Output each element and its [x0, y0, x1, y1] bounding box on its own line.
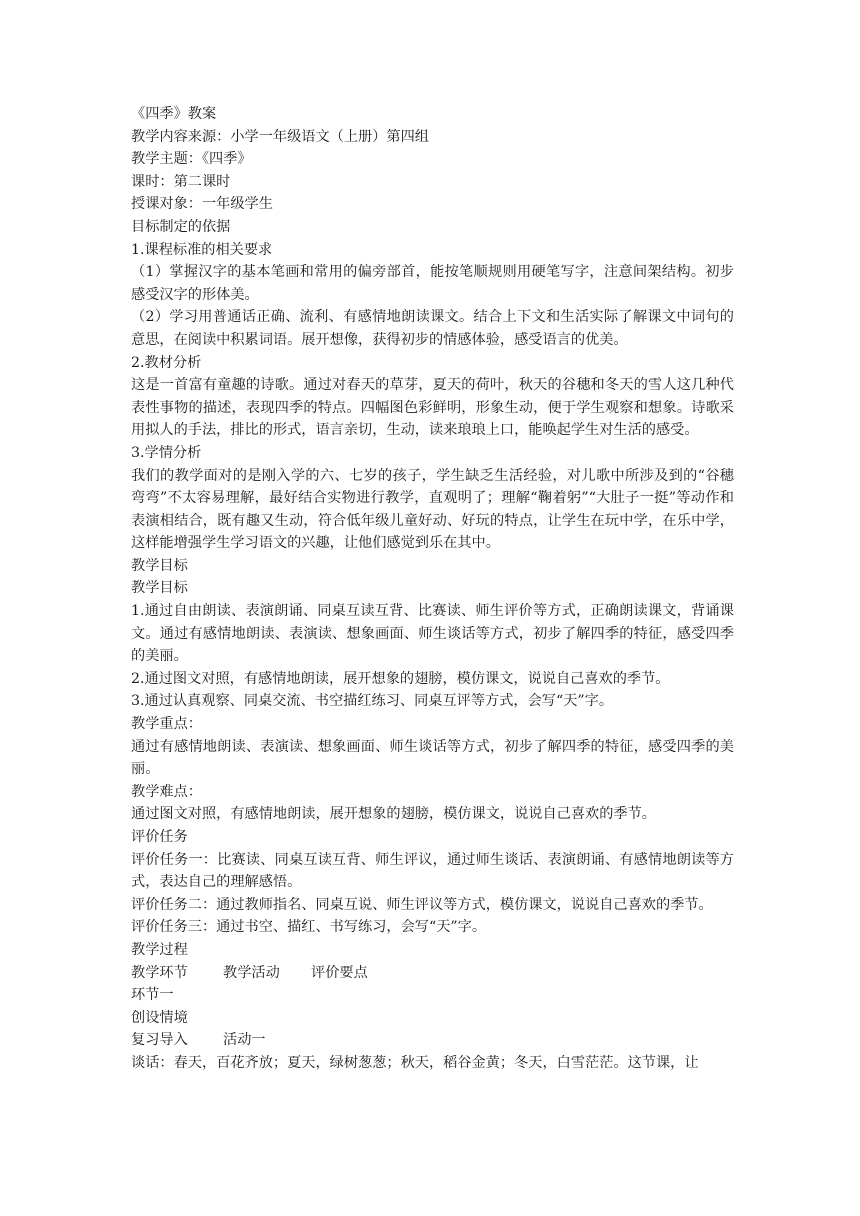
column-stage: 教学环节 [131, 964, 188, 981]
section-1-paragraph-1: （1）掌握汉字的基本笔画和常用的偏旁部首，能按笔顺规则用硬笔写字，注意间架结构。初步感受汉字的形体美。 [131, 264, 734, 303]
stage-1-sub: 复习导入 [131, 1032, 188, 1049]
process-heading: 教学过程 [131, 941, 188, 958]
key-point-heading: 教学重点： [131, 716, 202, 733]
class-period: 课时：第二课时 [131, 173, 231, 190]
teaching-topic: 教学主题：《四季》 [131, 151, 252, 168]
goal-3: 3.通过认真观察、同桌交流、书空描红练习、同桌互评等方式，会写“天”字。 [131, 693, 614, 710]
section-1-paragraph-2: （2）学习用普通话正确、流利、有感情地朗读课文。结合上下文和生活实际了解课文中词句的意思，在阅读中积累词语。展开想像，获得初步的情感体验，感受语言的优美。 [131, 309, 734, 348]
stage-1: 环节一 [131, 987, 174, 1004]
section-2-heading: 2.教材分析 [131, 354, 202, 371]
doc-title: 《四季》教案 [131, 106, 217, 122]
section-1-heading: 1.课程标准的相关要求 [131, 241, 273, 258]
talk-paragraph: 谈话：春天，百花齐放；夏天，绿树葱葱；秋天，稻谷金黄；冬天，白雪茫茫。这节课，让 [131, 1054, 699, 1071]
key-point-paragraph: 通过有感情地朗读、表演读、想象画面、师生谈话等方式，初步了解四季的特征，感受四季的美丽。 [131, 738, 734, 778]
section-3-paragraph: 我们的教学面对的是刚入学的六、七岁的孩子，学生缺乏生活经验，对儿歌中所涉及到的“谷穗弯弯”不太容易理解，最好结合实物进行教学，直观明了；理解“鞠着躬”“大肚子一挺”等动作和表演相结合，既有趣又生动，符合低年级儿童好动、好玩的特点，让学生在玩中学，在乐中学，这样能增强学生学习语文的兴趣，让他们感觉到乐在其中。 [131, 467, 734, 552]
stage-1-row [131, 1029, 734, 1052]
stage-1-name: 创设情境 [131, 1009, 188, 1026]
difficulty-paragraph: 通过图文对照，有感情地朗读，展开想象的翅膀，模仿课文，说说自己喜欢的季节。 [131, 806, 656, 823]
evaluation-task-3: 评价任务三：通过书空、描红、书写练习，会写“天”字。 [131, 919, 487, 936]
activity-1: 活动一 [223, 1032, 266, 1049]
goals-subheading: 教学目标 [131, 580, 188, 597]
content-source: 教学内容来源：小学一年级语文（上册）第四组 [131, 128, 429, 145]
audience: 授课对象：一年级学生 [131, 196, 273, 213]
basis-heading: 目标制定的依据 [131, 218, 231, 235]
column-evaluation: 评价要点 [311, 964, 368, 981]
section-2-paragraph: 这是一首富有童趣的诗歌。通过对春天的草芽，夏天的荷叶，秋天的谷穗和冬天的雪人这几种代表性事物的描述，表现四季的特点。四幅图色彩鲜明，形象生动，便于学生观察和想象。诗歌采用拟人的手法，排比的形式，语言亲切，生动，读来琅琅上口，能唤起学生对生活的感受。 [131, 377, 734, 439]
evaluation-task-1: 评价任务一：比赛读、同桌互读互背、师生评议，通过师生谈话、表演朗诵、有感情地朗读等方式，表达自己的理解感悟。 [131, 851, 734, 891]
column-activity: 教学活动 [223, 964, 280, 981]
goals-heading: 教学目标 [131, 557, 188, 574]
section-3-heading: 3.学情分析 [131, 444, 202, 461]
evaluation-task-2: 评价任务二：通过教师指名、同桌互说、师生评议等方式，模仿课文，说说自己喜欢的季节。 [131, 896, 713, 913]
process-table-header [131, 962, 734, 985]
evaluation-heading: 评价任务 [131, 829, 188, 845]
goal-1: 1.通过自由朗读、表演朗诵、同桌互读互背、比赛读、师生评价等方式，正确朗读课文，背诵课文。通过有感情地朗读、表演读、想象画面、师生谈话等方式，初步了解四季的特征，感受四季的美丽。 [131, 603, 734, 665]
difficulty-heading: 教学难点： [131, 783, 202, 800]
goal-2: 2.通过图文对照，有感情地朗读，展开想象的翅膀，模仿课文，说说自己喜欢的季节。 [131, 670, 670, 687]
